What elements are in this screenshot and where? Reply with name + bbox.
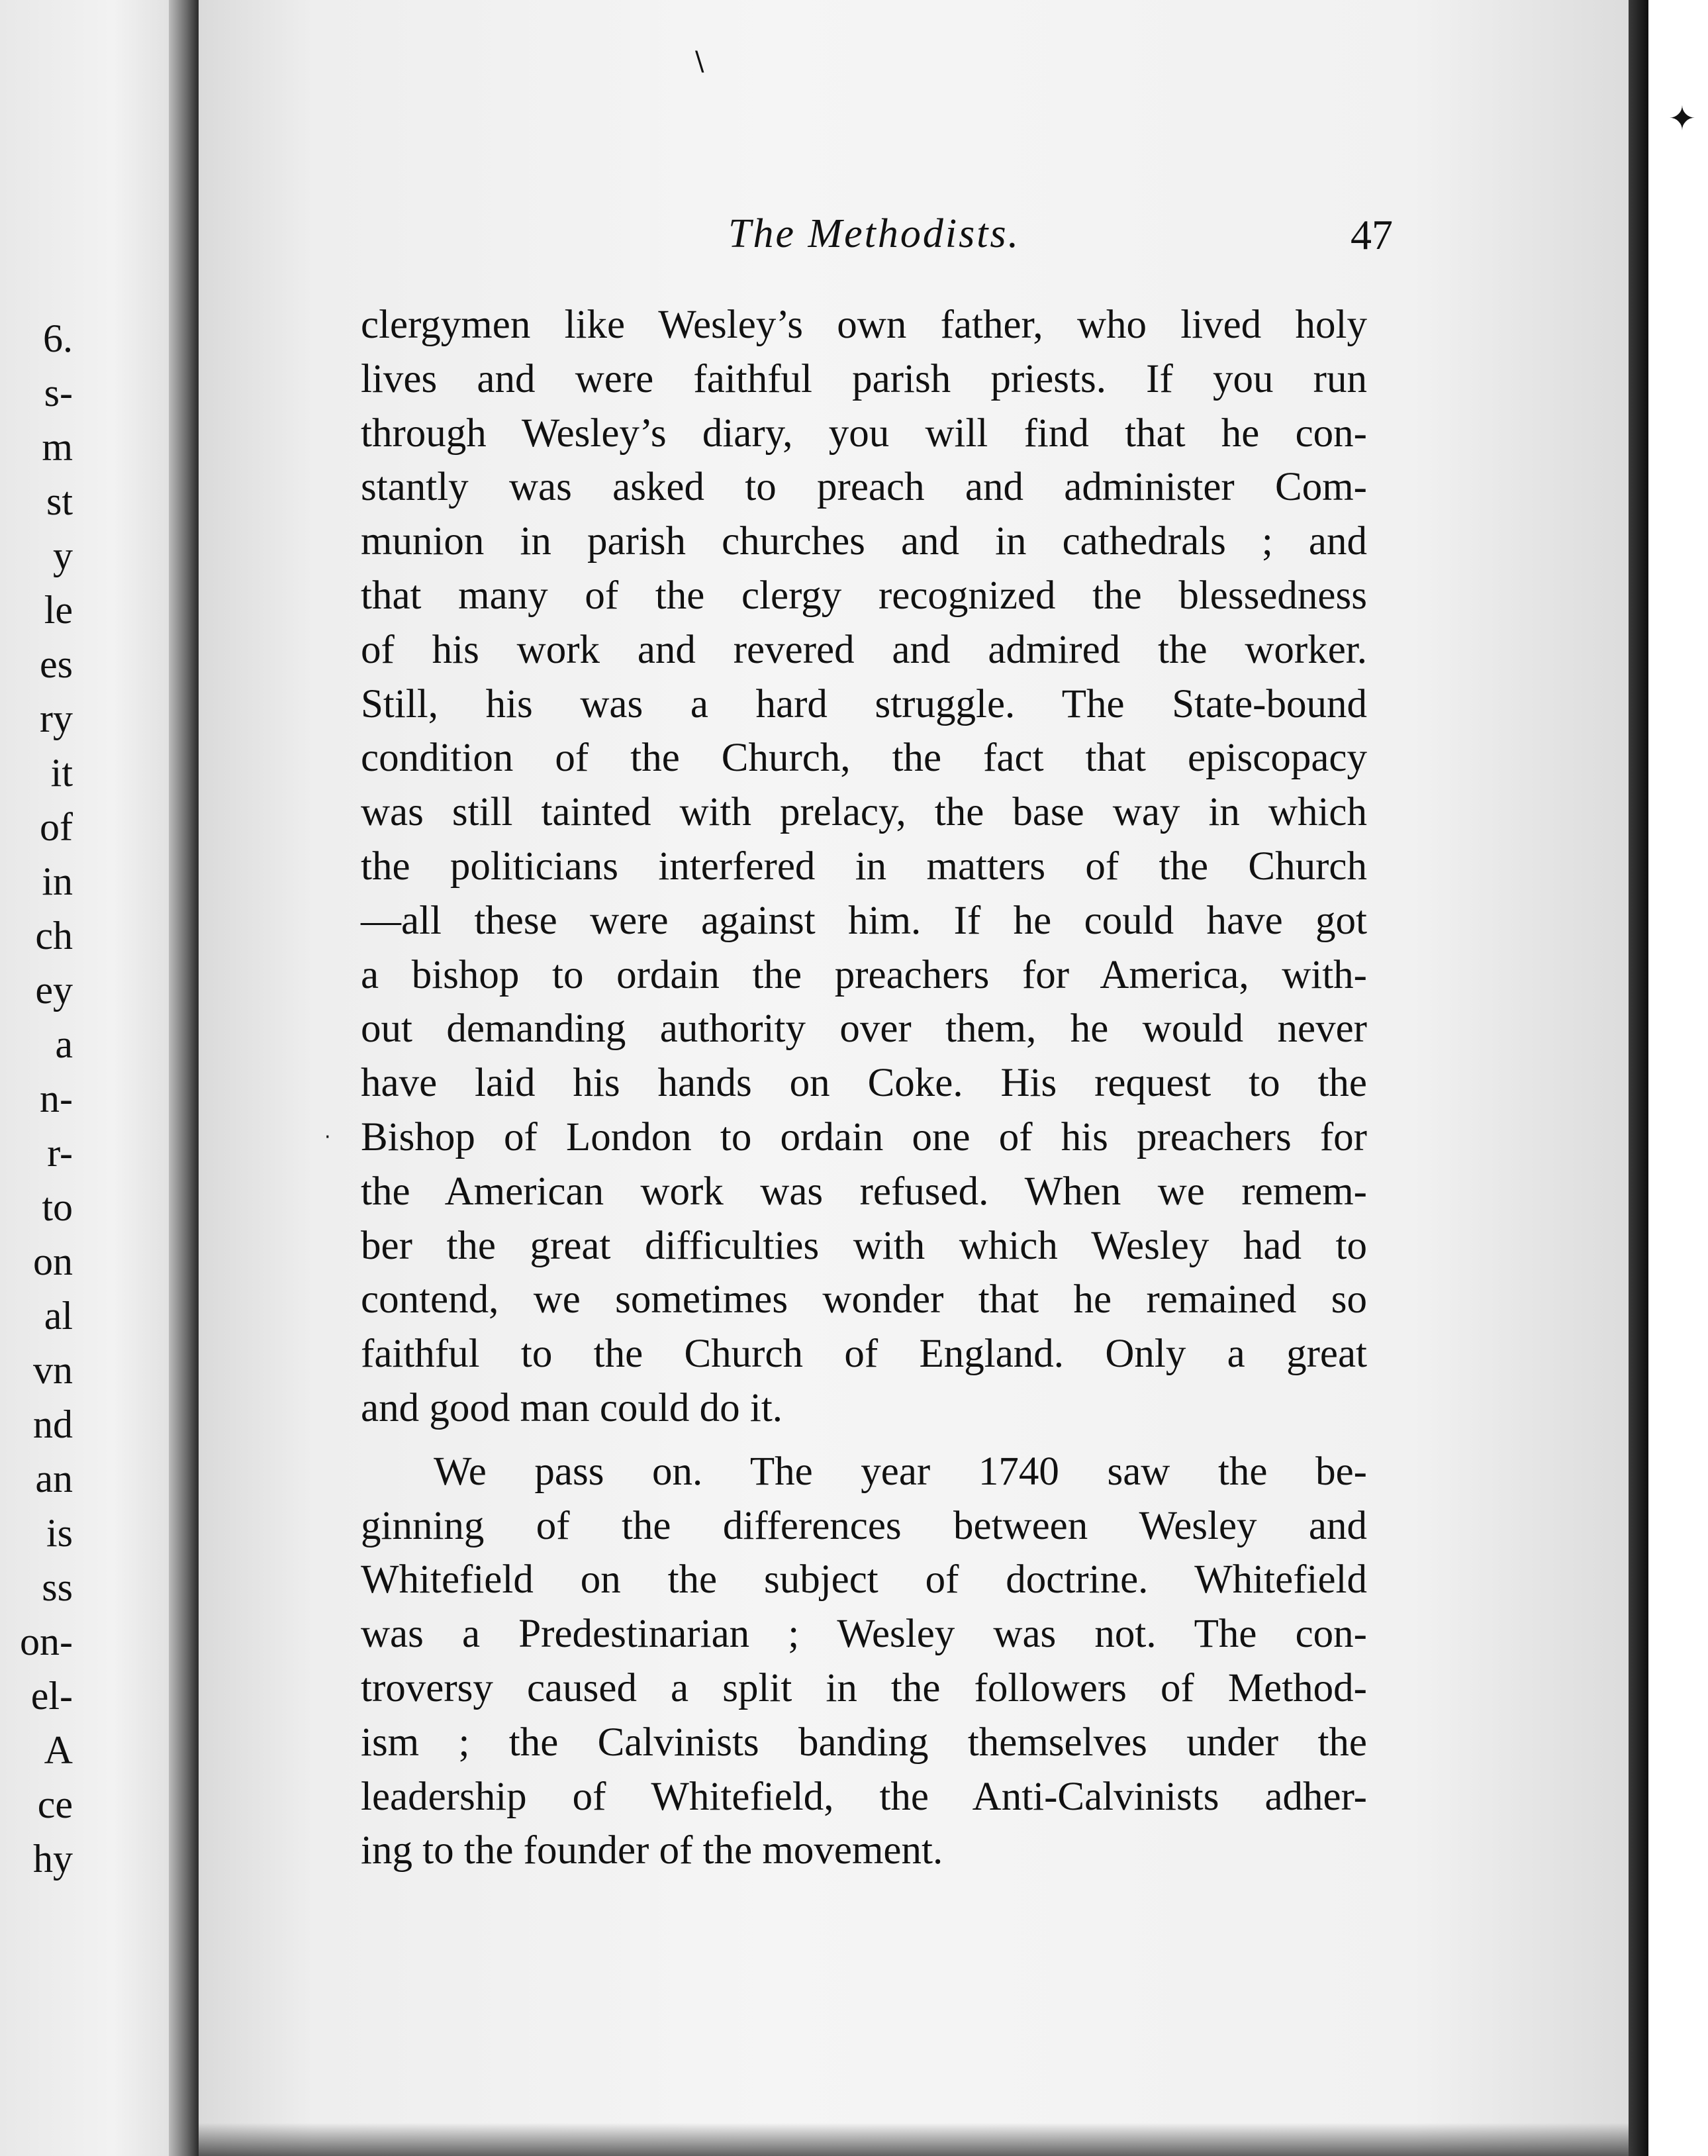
fragment: ss [42, 1565, 73, 1609]
scan-speck: \ [695, 46, 704, 77]
fragment: m [42, 425, 73, 469]
page-number: 47 [1351, 211, 1393, 258]
fragment: es [40, 642, 73, 686]
text-line: have laid his hands on Coke. His request to the [361, 1061, 1367, 1106]
fragment: nd [33, 1402, 73, 1446]
fragment: n- [40, 1077, 73, 1120]
fragment: ce [37, 1783, 73, 1826]
text-line: ing to the founder of the movement. [361, 1828, 943, 1873]
fragment: el- [30, 1674, 73, 1718]
text-line: that many of the clergy recognized the blessedness [361, 573, 1367, 618]
text-line: We pass on. The year 1740 saw the be- [434, 1449, 1367, 1494]
running-title: The Methodists. [728, 211, 1021, 256]
page-bottom-shadow [199, 2123, 1629, 2156]
text-line: was a Predestinarian ; Wesley was not. The con- [361, 1612, 1367, 1657]
fragment: on [33, 1240, 73, 1283]
text-line: troversy caused a split in the followers of Method- [361, 1665, 1367, 1710]
scan-speck: · [324, 1126, 331, 1149]
fragment: A [44, 1728, 73, 1772]
text-line: a bishop to ordain the preachers for America, with- [361, 952, 1367, 997]
running-head [199, 211, 1629, 270]
text-line: the American work was refused. When we remem- [361, 1169, 1367, 1214]
fragment: y [53, 534, 73, 577]
text-line: contend, we sometimes wonder that he remained so [361, 1277, 1367, 1322]
fragment: an [35, 1457, 73, 1500]
text-line: ber the great difficulties with which Wesley had to [361, 1223, 1367, 1268]
scan-speck: ✦ [1668, 99, 1696, 138]
text-line: Whitefield on the subject of doctrine. Whitefield [361, 1557, 1367, 1602]
fragment: of [40, 805, 73, 849]
book-page [199, 0, 1629, 2156]
text-line: lives and were faithful parish priests. If you run [361, 356, 1367, 401]
fragment: s- [44, 371, 73, 415]
text-line: the politicians interfered in matters of the Church [361, 844, 1367, 889]
text-line: of his work and revered and admired the worker. [361, 627, 1367, 672]
previous-page-line-fragments [0, 311, 73, 1886]
text-line: leadership of Whitefield, the Anti-Calvinists adher- [361, 1774, 1367, 1819]
text-line: munion in parish churches and in cathedrals ; and [361, 519, 1367, 564]
text-line: —all these were against him. If he could have got [361, 898, 1367, 943]
fragment: on- [20, 1620, 73, 1663]
body-text [361, 298, 1367, 1878]
fragment: 6. [43, 317, 73, 360]
text-line: faithful to the Church of England. Only a great [361, 1332, 1367, 1377]
text-line: clergymen like Wesley’s own father, who lived holy [361, 303, 1367, 347]
text-line: out demanding authority over them, he would never [361, 1006, 1367, 1052]
fragment: vn [33, 1348, 73, 1392]
fragment: st [46, 479, 73, 523]
paragraph-break [361, 1436, 1367, 1445]
fragment: ry [40, 697, 73, 740]
text-line: condition of the Church, the fact that episcopacy [361, 736, 1367, 781]
book-gutter-shadow [169, 0, 199, 2156]
fragment: al [44, 1294, 73, 1338]
fragment: ch [35, 914, 73, 957]
fragment: hy [33, 1837, 73, 1881]
text-line: ginning of the differences between Wesley and [361, 1503, 1367, 1548]
fragment: a [55, 1022, 73, 1066]
text-line: stantly was asked to preach and administer Com- [361, 465, 1367, 510]
text-line: was still tainted with prelacy, the base way in which [361, 790, 1367, 835]
text-line: through Wesley’s diary, you will find that he con- [361, 411, 1367, 456]
fragment: in [42, 859, 73, 903]
fragment: is [46, 1511, 73, 1555]
fragment: r- [47, 1131, 73, 1175]
fragment: le [44, 588, 73, 632]
fragment: it [50, 751, 73, 795]
previous-page-edge [0, 0, 189, 2156]
page-edge-border [1629, 0, 1648, 2156]
text-line: and good man could do it. [361, 1385, 783, 1430]
text-line: ism ; the Calvinists banding themselves under the [361, 1720, 1367, 1765]
fragment: ey [35, 968, 73, 1012]
text-line: Still, his was a hard struggle. The State-bound [361, 681, 1367, 726]
fragment: to [42, 1185, 73, 1229]
text-line: Bishop of London to ordain one of his preachers for [361, 1114, 1367, 1159]
